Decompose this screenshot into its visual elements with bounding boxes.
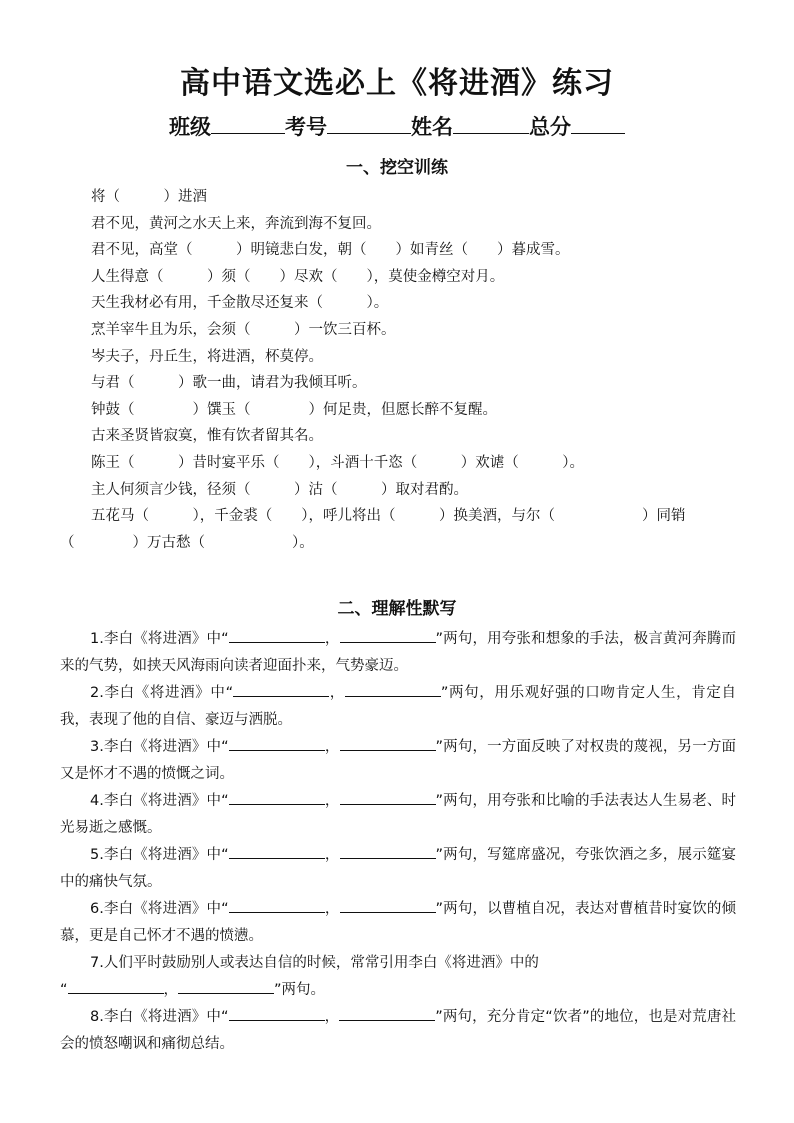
question-prompt: 1.李白《将进酒》中“ bbox=[90, 631, 229, 647]
comma: ， bbox=[324, 739, 340, 755]
question-item bbox=[60, 626, 736, 680]
poem-line: 主人何须言少钱，径须（ ）沽（ ）取对君酌。 bbox=[91, 481, 468, 498]
answer-blank[interactable] bbox=[340, 736, 436, 751]
answer-blank[interactable] bbox=[340, 898, 436, 913]
answer-blank[interactable] bbox=[339, 1006, 435, 1021]
poem-line: 岑夫子，丹丘生，将进酒，杯莫停。 bbox=[91, 348, 323, 365]
question-text: ”两句，以曹植自况，表达对曹植昔时宴饮的倾慕，更是自己怀才不遇的愤懑。 bbox=[60, 901, 737, 944]
poem-line: 五花马（ ），千金裘（ ），呼儿将出（ ）换美酒，与尔（ ）同销（ ）万古愁（ ）。 bbox=[60, 508, 686, 551]
answer-blank[interactable] bbox=[340, 628, 436, 643]
exam-number-blank[interactable] bbox=[327, 113, 411, 134]
answer-blank[interactable] bbox=[340, 790, 436, 805]
comma: ， bbox=[324, 1009, 340, 1025]
page-title: 高中语文选必上《将进酒》练习 bbox=[180, 66, 614, 101]
question-text: ”两句，用夸张和比喻的手法表达人生易老、时光易逝之感慨。 bbox=[60, 793, 737, 836]
class-blank[interactable] bbox=[211, 113, 285, 134]
answer-blank[interactable] bbox=[229, 898, 325, 913]
section-1-heading: 一、挖空训练 bbox=[346, 158, 448, 178]
poem-line: 钟鼓（ ）馔玉（ ）何足贵，但愿长醉不复醒。 bbox=[91, 401, 497, 418]
answer-blank[interactable] bbox=[178, 979, 274, 994]
total-score-blank[interactable] bbox=[571, 113, 625, 134]
fill-in-section bbox=[60, 184, 750, 556]
comma: ， bbox=[329, 685, 345, 701]
question-text: ”两句，用夸张和想象的手法，极言黄河奔腾而来的气势，如挟天风海雨向读者迎面扑来，气势豪迈。 bbox=[60, 631, 737, 674]
question-text: ”两句，写筵席盛况，夸张饮酒之多，展示筵宴中的痛快气氛。 bbox=[60, 847, 737, 890]
comma: ， bbox=[324, 631, 340, 647]
question-text: ”两句。 bbox=[274, 982, 326, 998]
question-prompt: 4.李白《将进酒》中“ bbox=[90, 793, 229, 809]
poem-line: 君不见，高堂（ ）明镜悲白发，朝（ ）如青丝（ ）暮成雪。 bbox=[91, 242, 570, 259]
question-text: ”两句，用乐观好强的口吻肯定人生，肯定自我，表现了他的自信、豪迈与洒脱。 bbox=[60, 685, 736, 728]
question-prompt: 3.李白《将进酒》中“ bbox=[90, 739, 229, 755]
comma: ， bbox=[324, 793, 340, 809]
question-item bbox=[60, 1004, 736, 1058]
question-item bbox=[60, 950, 736, 1004]
question-item bbox=[60, 842, 736, 896]
answer-blank[interactable] bbox=[345, 682, 441, 697]
name-label: 姓名 bbox=[411, 115, 453, 139]
question-item bbox=[60, 680, 736, 734]
poem-line: 将（ ）进酒 bbox=[91, 189, 207, 205]
poem-line: 烹羊宰牛且为乐，会须（ ）一饮三百杯。 bbox=[91, 321, 396, 338]
poem-line: 人生得意（ ）须（ ）尽欢（ ），莫使金樽空对月。 bbox=[91, 268, 505, 285]
name-blank[interactable] bbox=[453, 113, 529, 134]
total-score-label: 总分 bbox=[529, 115, 571, 139]
question-prompt: 8.李白《将进酒》中“ bbox=[90, 1009, 229, 1025]
poem-line: 天生我材必有用，千金散尽还复来（ ）。 bbox=[91, 295, 389, 312]
section-2-heading: 二、理解性默写 bbox=[337, 599, 457, 619]
question-text: ”两句，充分肯定“饮者”的地位，也是对荒唐社会的愤怒嘲讽和痛彻总结。 bbox=[60, 1009, 736, 1052]
answer-blank[interactable] bbox=[340, 844, 436, 859]
answer-blank[interactable] bbox=[229, 790, 325, 805]
open-quote: “ bbox=[60, 982, 68, 998]
exam-number-label: 考号 bbox=[285, 115, 327, 139]
comma: ， bbox=[163, 982, 179, 998]
answer-blank[interactable] bbox=[233, 682, 329, 697]
question-text: ”两句，一方面反映了对权贵的蔑视，另一方面又是怀才不遇的愤慨之词。 bbox=[60, 739, 737, 782]
question-item bbox=[60, 788, 736, 842]
answer-blank[interactable] bbox=[68, 979, 164, 994]
answer-blank[interactable] bbox=[229, 844, 325, 859]
student-info-line bbox=[0, 111, 794, 141]
dictation-section bbox=[60, 626, 736, 1058]
class-label: 班级 bbox=[169, 115, 211, 139]
answer-blank[interactable] bbox=[229, 628, 325, 643]
question-prompt: 6.李白《将进酒》中“ bbox=[90, 901, 229, 917]
question-item bbox=[60, 734, 736, 788]
question-prompt: 2.李白《将进酒》中“ bbox=[90, 685, 234, 701]
poem-line: 陈王（ ）昔时宴平乐（ ），斗酒十千恣（ ）欢谑（ ）。 bbox=[91, 454, 584, 471]
comma: ， bbox=[324, 847, 340, 863]
question-prompt: 7.人们平时鼓励别人或表达自信的时候，常常引用李白《将进酒》中的 bbox=[90, 955, 539, 971]
comma: ， bbox=[324, 901, 340, 917]
poem-line: 古来圣贤皆寂寞，惟有饮者留其名。 bbox=[91, 428, 323, 445]
question-prompt: 5.李白《将进酒》中“ bbox=[90, 847, 229, 863]
answer-blank[interactable] bbox=[229, 736, 325, 751]
poem-line: 与君（ ）歌一曲，请君为我倾耳听。 bbox=[91, 375, 367, 392]
answer-blank[interactable] bbox=[229, 1006, 325, 1021]
question-item bbox=[60, 896, 736, 950]
poem-line: 君不见，黄河之水天上来，奔流到海不复回。 bbox=[91, 215, 381, 232]
